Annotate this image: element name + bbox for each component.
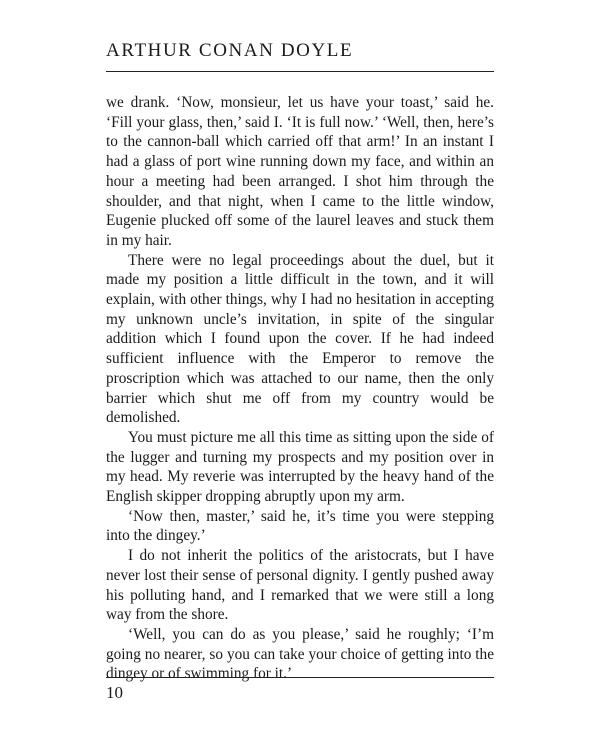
paragraph: I do not inherit the politics of the aristocrats, but I have never lost their sense of personal dignity. I gently pushed away his polluting hand, and I remarked that we were still a long way from the shore. <box>106 547 494 624</box>
body-text <box>106 93 494 684</box>
paragraph: You must picture me all this time as sitting upon the side of the lugger and turning my prospects and my position over in my head. My reverie was interrupted by the heavy hand of the English skipper dropping abruptly upon my arm. <box>106 428 494 506</box>
footer-rule <box>106 677 494 678</box>
paragraph: ‘Well, you can do as you please,’ said he roughly; ‘I’m going no nearer, so you can take your choice of getting into the dingey or of swimming for it.’ <box>106 625 494 683</box>
paragraph: There were no legal proceedings about the duel, but it made my position a little difficult in the town, and it will explain, with other things, why I had no hesitation in accepting my unknown uncle’s invitation, in spite of the singular addition which I found upon the cover. If he had indeed sufficient influence with the Emperor to remove the proscription which was attached to our name, then the only barrier which shut me off from my country would be demolished. <box>106 251 494 427</box>
header-rule <box>106 71 494 72</box>
paragraph: ‘Now then, master,’ said he, it’s time you were stepping into the dingey.’ <box>106 507 494 545</box>
page-number: 10 <box>106 683 123 702</box>
running-head: ARTHUR CONAN DOYLE <box>106 40 354 61</box>
paragraph: we drank. ‘Now, monsieur, let us have your toast,’ said he. ‘Fill your glass, then,’ said I. ‘It is full now.’ ‘Well, then, here’s to the cannon-ball which carried off that arm!’ In an instant I had a glass of port wine running down my face, and within an hour a meeting had been arranged. I shot him through the shoulder, and that night, when I came to the little window, Eugenie plucked off some of the laurel leaves and stuck them in my hair. <box>106 94 494 249</box>
